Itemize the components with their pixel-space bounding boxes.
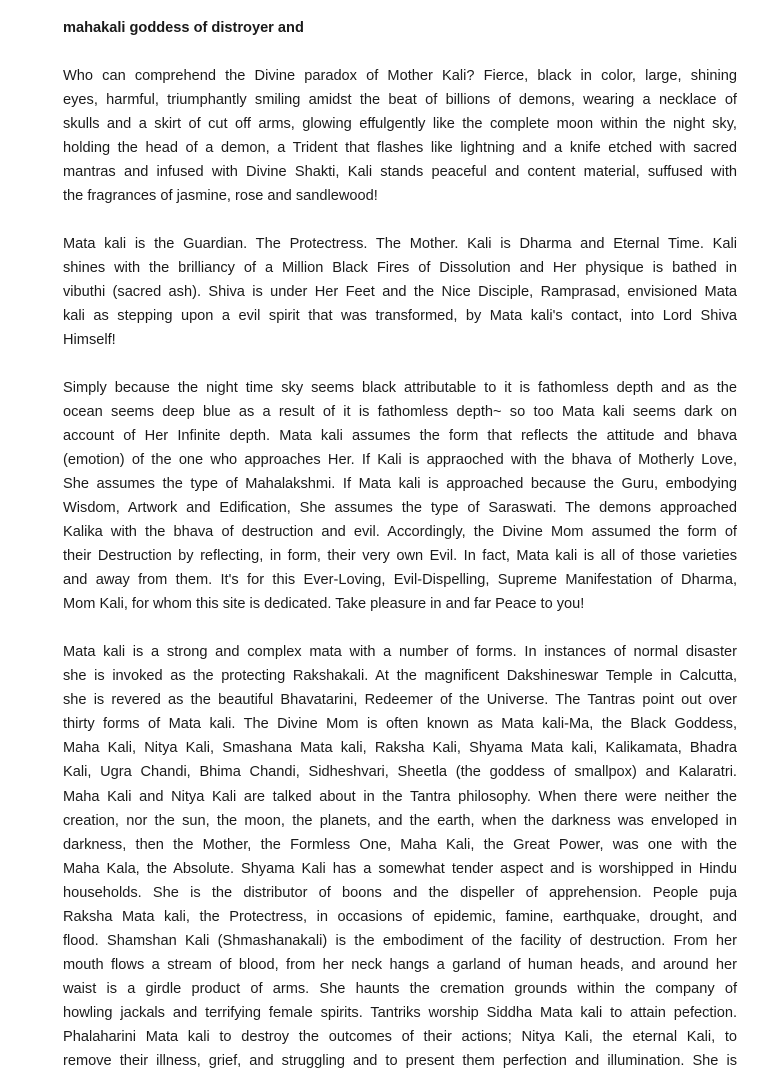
text-line: Mata kali is a strong and complex mata with a number of forms. In instances of normal disaster bbox=[63, 644, 737, 661]
paragraph bbox=[63, 376, 737, 616]
text-line: remove their illness, grief, and struggling and to present them perfection and illumination. She is bbox=[63, 1052, 737, 1069]
text-line: Maha Kala, the Absolute. Shyama Kali has a somewhat tender aspect and is worshipped in Hindu bbox=[63, 860, 737, 877]
text-line: howling jackals and terrifying female spirits. Tantriks worship Siddha Mata kali to attain pefection. bbox=[63, 1004, 737, 1021]
text-line: households. She is the distributor of boons and the dispeller of apprehension. People puja bbox=[63, 884, 737, 901]
text-line: waist is a girdle product of arms. She haunts the cremation grounds within the company of bbox=[63, 980, 737, 997]
text-line: kali as stepping upon a evil spirit that was transformed, by Mata kali's contact, into Lord Shiva bbox=[63, 308, 737, 325]
text-line: darkness, then the Mother, the Formless One, Maha Kali, the Great Power, was one with the bbox=[63, 836, 737, 853]
text-line: Kalika with the bhava of destruction and evil. Accordingly, the Divine Mom assumed the form of bbox=[63, 524, 737, 541]
text-line: skulls and a skirt of cut off arms, glowing effulgently like the complete moon within the night sky, bbox=[63, 116, 737, 133]
text-line: ocean seems deep blue as a result of it is fathomless depth~ so too Mata kali seems dark on bbox=[63, 404, 737, 421]
document-page bbox=[63, 16, 737, 1073]
text-line: eyes, harmful, triumphantly smiling amidst the beat of billions of demons, wearing a necklace of bbox=[63, 92, 737, 109]
text-line: and away from them. It's for this Ever-Loving, Evil-Dispelling, Supreme Manifestation of Dharma, bbox=[63, 572, 737, 589]
text-line: the fragrances of jasmine, rose and sandlewood! bbox=[63, 188, 378, 205]
text-line: flood. Shamshan Kali (Shmashanakali) is the embodiment of the facility of destruction. From her bbox=[63, 932, 737, 949]
text-line: Maha Kali and Nitya Kali are talked about in the Tantra philosophy. When there were neither the bbox=[63, 788, 737, 805]
text-line: she is revered as the beautiful Bhavatarini, Redeemer of the Universe. The Tantras point out over bbox=[63, 692, 737, 709]
text-line: Raksha Mata kali, the Protectress, in occasions of epidemic, famine, earthquake, drought, and bbox=[63, 908, 737, 925]
text-line: Phalaharini Mata kali to destroy the outcomes of their actions; Nitya Kali, the eternal Kali, to bbox=[63, 1028, 737, 1045]
paragraph bbox=[63, 640, 737, 1072]
text-line: Simply because the night time sky seems black attributable to it is fathomless depth and as the bbox=[63, 380, 737, 397]
text-line: she is invoked as the protecting Rakshakali. At the magnificent Dakshineswar Temple in Calcutta, bbox=[63, 668, 737, 685]
paragraph bbox=[63, 64, 737, 208]
text-line: Who can comprehend the Divine paradox of Mother Kali? Fierce, black in color, large, shining bbox=[63, 68, 737, 85]
text-line: Mata kali is the Guardian. The Protectress. The Mother. Kali is Dharma and Eternal Time. Kali bbox=[63, 236, 737, 253]
text-line: account of Her Infinite depth. Mata kali assumes the form that reflects the attitude and bhava bbox=[63, 428, 737, 445]
text-line: Mom Kali, for whom this site is dedicated. Take pleasure in and far Peace to you! bbox=[63, 596, 585, 613]
text-line: Maha Kali, Nitya Kali, Smashana Mata kali, Raksha Kali, Shyama Mata kali, Kalikamata, Bhadra bbox=[63, 740, 737, 757]
text-line: She assumes the type of Mahalakshmi. If Mata kali is approached because the Guru, embodying bbox=[63, 476, 737, 493]
text-line: their Destruction by reflecting, in form, their very own Evil. In fact, Mata kali is all of those varieties bbox=[63, 548, 737, 565]
text-line: thirty forms of Mata kali. The Divine Mom is often known as Mata kali-Ma, the Black Goddess, bbox=[63, 716, 737, 733]
text-line: shines with the brilliancy of a Million Black Fires of Dissolution and Her physique is bathed in bbox=[63, 260, 737, 277]
text-line: (emotion) of the one who approaches Her. If Kali is appraoched with the bhava of Motherly Love, bbox=[63, 452, 737, 469]
text-line: Kali, Ugra Chandi, Bhima Chandi, Sidheshvari, Sheetla (the goddess of smallpox) and Kalaratri. bbox=[63, 764, 737, 781]
text-line: Wisdom, Artwork and Edification, She assumes the type of Saraswati. The demons approached bbox=[63, 500, 737, 517]
document-title: mahakali goddess of distroyer and bbox=[63, 20, 304, 36]
text-line: creation, nor the sun, the moon, the planets, and the earth, when the darkness was enveloped in bbox=[63, 812, 737, 829]
document-body bbox=[63, 64, 737, 1073]
text-line: mantras and infused with Divine Shakti, Kali stands peaceful and content material, suffused with bbox=[63, 164, 737, 181]
text-line: vibuthi (sacred ash). Shiva is under Her Feet and the Nice Disciple, Ramprasad, envisioned Mata bbox=[63, 284, 737, 301]
text-line: Himself! bbox=[63, 332, 116, 349]
text-line: mouth flows a stream of blood, from her neck hangs a garland of human heads, and around her bbox=[63, 956, 737, 973]
text-line: holding the head of a demon, a Trident that flashes like lightning and a knife etched with sacred bbox=[63, 140, 737, 157]
paragraph bbox=[63, 232, 737, 352]
